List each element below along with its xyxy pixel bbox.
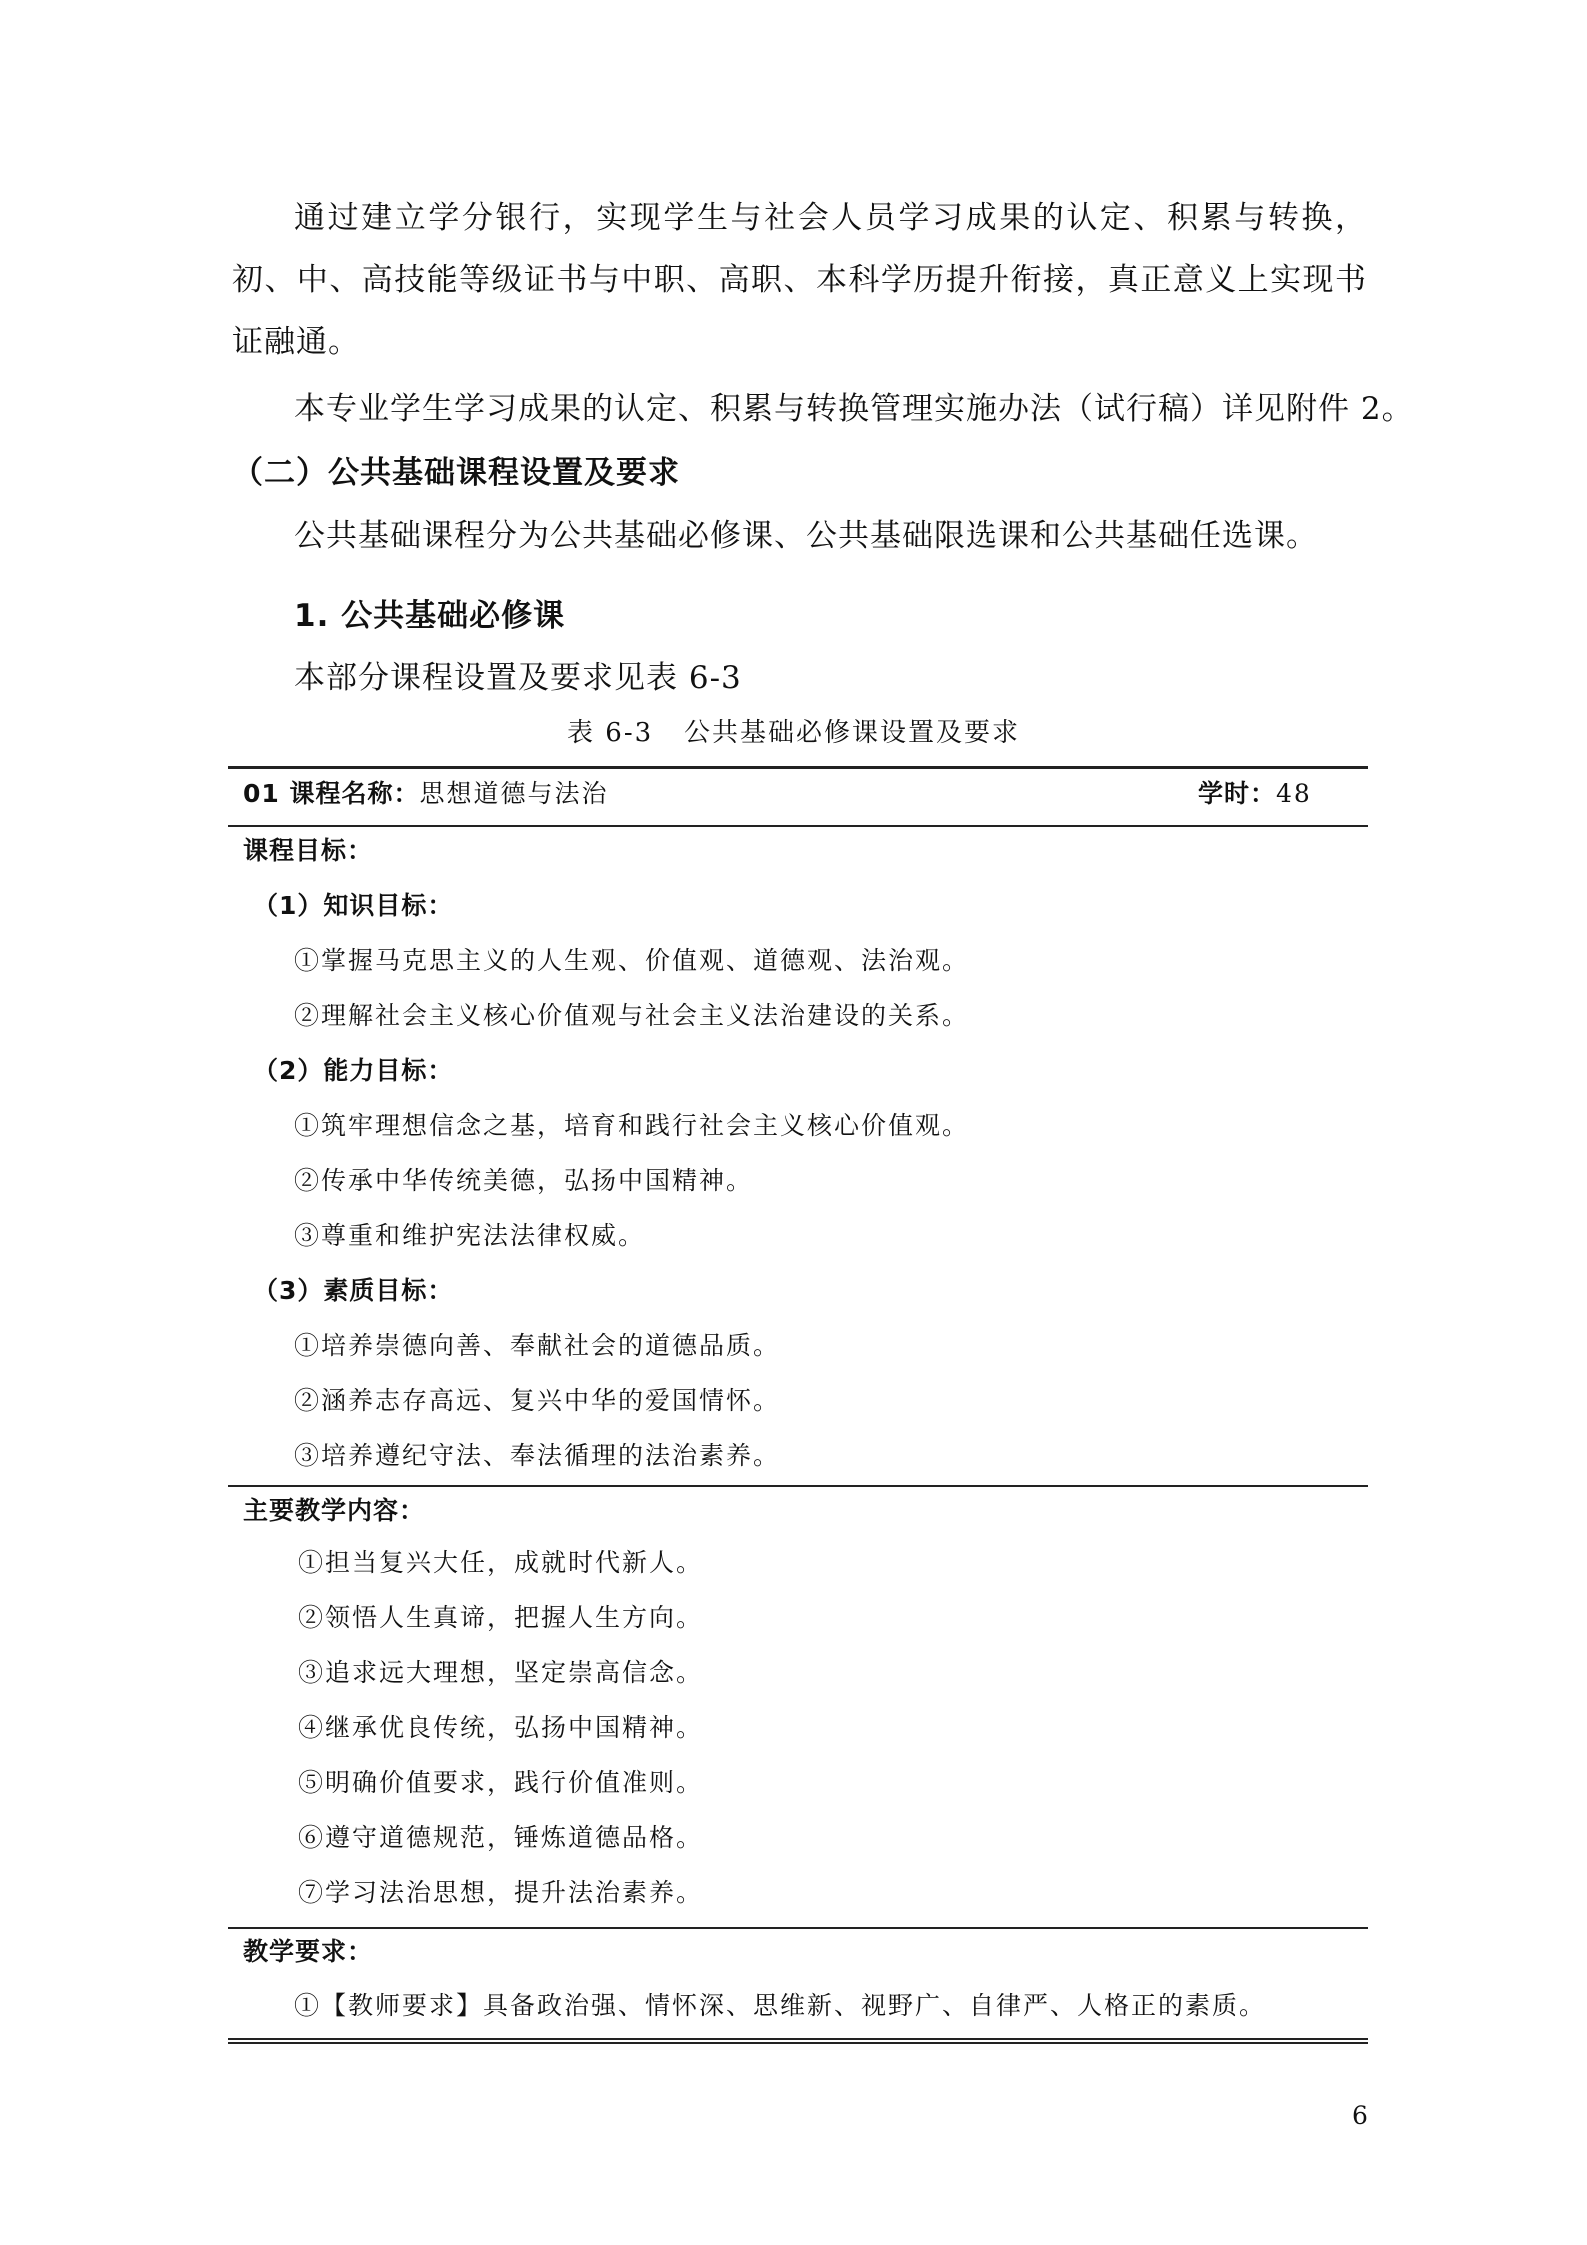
content-heading: 主要教学内容： [243, 1496, 426, 1525]
table-caption: 表 6-3 公共基础必修课设置及要求 [567, 718, 1020, 748]
list-item: ②理解社会主义核心价值观与社会主义法治建设的关系。 [294, 1001, 970, 1030]
course-hours-label: 学时： [1198, 779, 1277, 808]
list-item: ①担当复兴大任，成就时代新人。 [298, 1548, 704, 1577]
course-name-label: 01 课程名称： [243, 779, 420, 808]
paragraph-course-categories: 公共基础课程分为公共基础必修课、公共基础限选课和公共基础任选课。 [294, 518, 1318, 554]
knowledge-objectives-heading: （1）知识目标： [253, 891, 454, 920]
list-item: ⑦学习法治思想，提升法治素养。 [298, 1878, 704, 1907]
quality-objectives-heading: （3）素质目标： [253, 1276, 454, 1305]
list-item: ①【教师要求】具备政治强、情怀深、思维新、视野广、自律严、人格正的素质。 [294, 1991, 1267, 2020]
table-bottom-rule [228, 2038, 1368, 2044]
list-item: ①筑牢理想信念之基，培育和践行社会主义核心价值观。 [294, 1111, 970, 1140]
list-item: ③尊重和维护宪法法律权威。 [294, 1221, 646, 1250]
table-objectives-rule [228, 1485, 1368, 1487]
list-item: ⑥遵守道德规范，锤炼道德品格。 [298, 1823, 704, 1852]
page-number: 6 [1352, 2101, 1368, 2130]
paragraph-attachment-note: 本专业学生学习成果的认定、积累与转换管理实施办法（试行稿）详见附件 2。 [294, 391, 1414, 427]
paragraph-table-reference: 本部分课程设置及要求见表 6-3 [294, 660, 742, 696]
table-top-rule [228, 766, 1368, 769]
table-header-rule [228, 825, 1368, 827]
list-item: ④继承优良传统，弘扬中国精神。 [298, 1713, 704, 1742]
objectives-heading: 课程目标： [243, 836, 374, 865]
list-item: ②传承中华传统美德，弘扬中国精神。 [294, 1166, 754, 1195]
course-hours-value: 48 [1276, 779, 1312, 808]
list-item: ③培养遵纪守法、奉法循理的法治素养。 [294, 1441, 781, 1470]
list-item: ①培养崇德向善、奉献社会的道德品质。 [294, 1331, 781, 1360]
requirements-heading: 教学要求： [243, 1937, 374, 1966]
list-item: ②涵养志存高远、复兴中华的爱国情怀。 [294, 1386, 781, 1415]
course-name-cell [243, 774, 609, 810]
list-item: ②领悟人生真谛，把握人生方向。 [298, 1603, 704, 1632]
course-name-value: 思想道德与法治 [419, 779, 609, 808]
list-item: ①掌握马克思主义的人生观、价值观、道德观、法治观。 [294, 946, 970, 975]
table-content-rule [228, 1927, 1368, 1929]
list-item: ③追求远大理想，坚定崇高信念。 [298, 1658, 704, 1687]
paragraph-credit-bank: 通过建立学分银行，实现学生与社会人员学习成果的认定、积累与转换，初、中、高技能等级证书与中职、高职、本科学历提升衔接，真正意义上实现书证融通。 [232, 200, 1367, 360]
ability-objectives-heading: （2）能力目标： [253, 1056, 454, 1085]
course-hours-cell [1198, 774, 1312, 810]
list-item: ⑤明确价值要求，践行价值准则。 [298, 1768, 704, 1797]
section-heading: （二）公共基础课程设置及要求 [232, 455, 680, 491]
subheading-required-courses: 1. 公共基础必修课 [294, 598, 566, 634]
